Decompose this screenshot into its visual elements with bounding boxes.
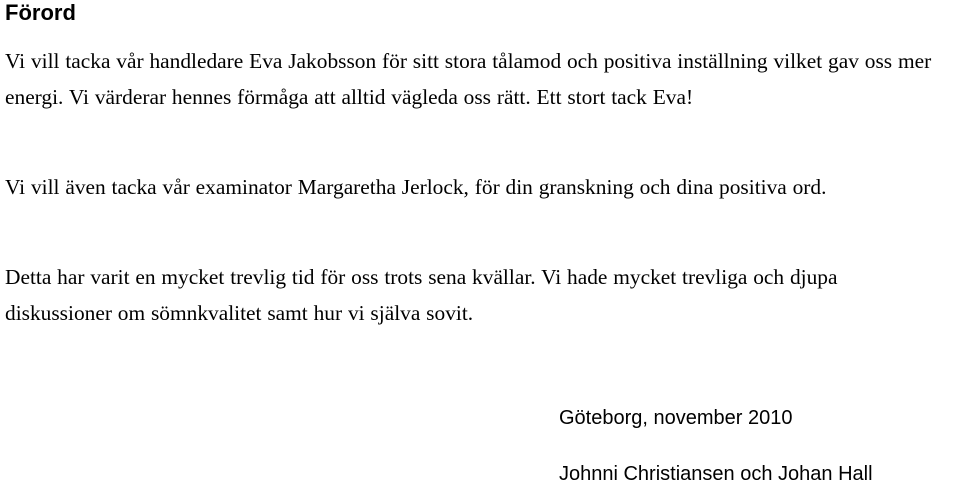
author-names: Johnni Christiansen och Johan Hall (559, 463, 873, 485)
acknowledgement-paragraph-examiner: Vi vill även tacka vår examinator Margaretha Jerlock, för din granskning och dina positiva ord. (5, 175, 827, 199)
acknowledgement-paragraph-supervisor: Vi vill tacka vår handledare Eva Jakobsson för sitt stora tålamod och positiva inställning vilket gav oss mer energi. Vi värderar hennes förmåga att alltid vägleda oss rätt. Ett stort tack Eva! (5, 49, 932, 109)
place-and-date: Göteborg, november 2010 (559, 407, 793, 429)
acknowledgement-paragraph-experience: Detta har varit en mycket trevlig tid för oss trots sena kvällar. Vi hade mycket trevliga och djupa diskussioner om sömnkvalitet samt hur vi själva sovit. (5, 265, 838, 325)
page-title: Förord (5, 0, 76, 25)
